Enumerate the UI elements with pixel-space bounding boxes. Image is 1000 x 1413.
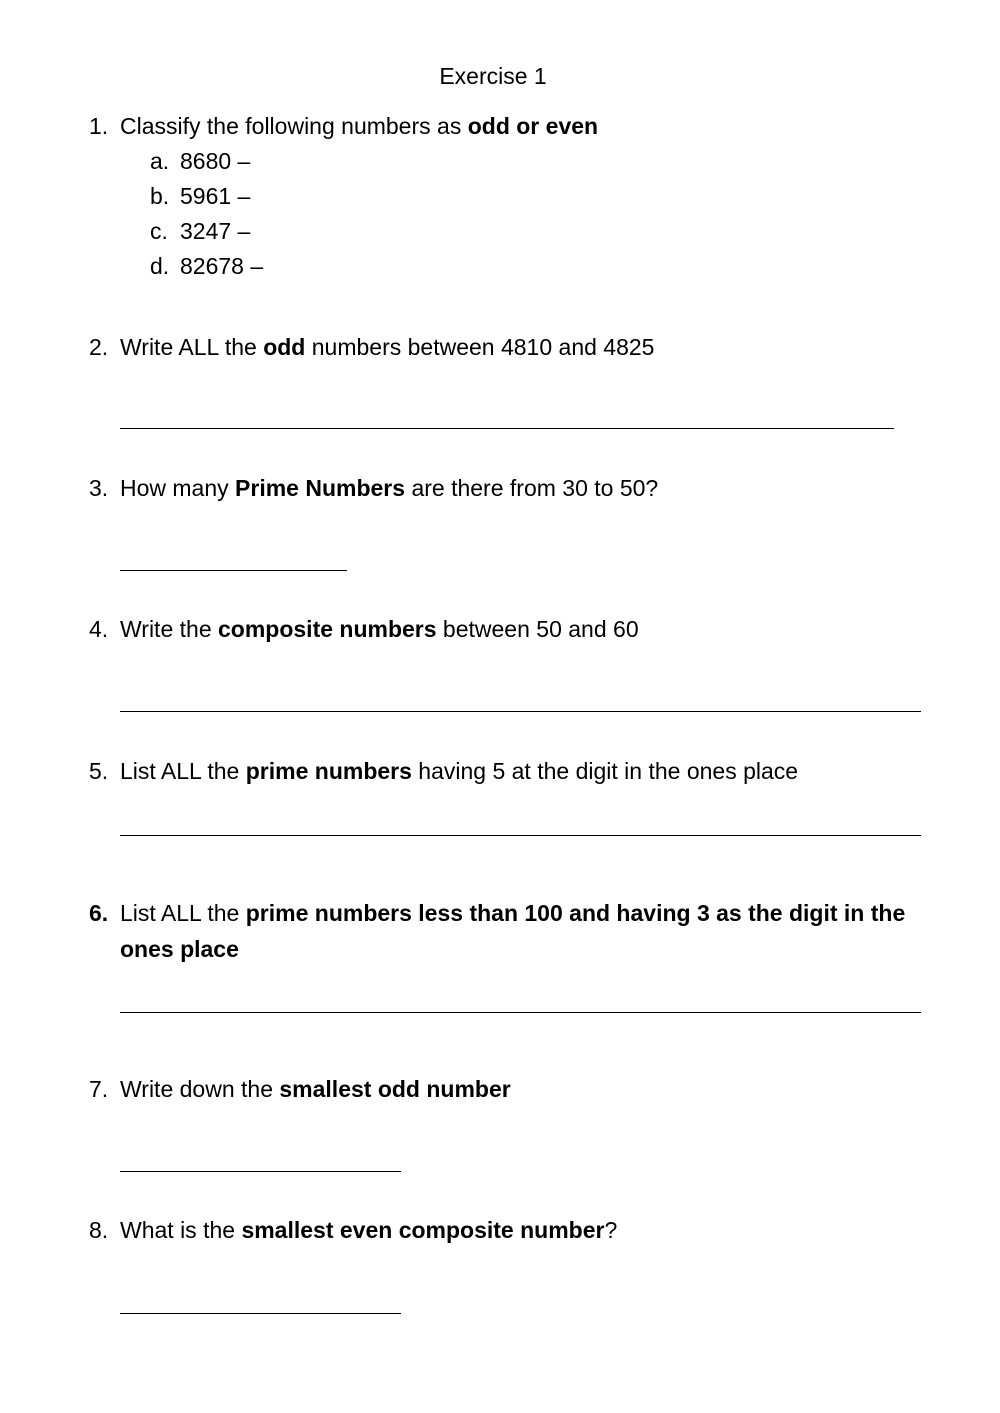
question-text-pre: Write ALL the <box>120 334 264 360</box>
question-text-pre: List ALL the <box>120 758 246 784</box>
question-6 <box>89 895 939 931</box>
sub-item-text: 3247 – <box>180 218 251 244</box>
question-text-pre: Classify the following numbers as <box>120 113 468 139</box>
answer-line-7[interactable] <box>120 1171 401 1172</box>
question-text-post: numbers between 4810 and 4825 <box>305 334 655 360</box>
question-text-post: having 5 at the digit in the ones place <box>411 758 799 784</box>
question-text-pre: How many <box>120 475 236 501</box>
question-text-bold: composite numbers <box>218 616 437 642</box>
question-8 <box>89 1212 939 1248</box>
question-text-bold: smallest even composite number <box>241 1217 605 1243</box>
sub-item-letter: a. <box>150 148 170 174</box>
question-number: 3. <box>89 475 109 501</box>
question-text-post: ? <box>604 1217 618 1243</box>
answer-line-5[interactable] <box>120 835 921 836</box>
question-6-continuation <box>120 931 970 967</box>
question-number: 4. <box>89 616 109 642</box>
question-text-bold: odd <box>263 334 306 360</box>
question-text-bold: smallest odd number <box>279 1076 511 1102</box>
question-number: 1. <box>89 113 109 139</box>
sub-item-text: 82678 – <box>180 253 264 279</box>
sub-item-text: 5961 – <box>180 183 251 209</box>
sub-item-letter: c. <box>150 218 168 244</box>
answer-line-8[interactable] <box>120 1313 401 1314</box>
answer-line-4[interactable] <box>120 711 921 712</box>
sub-item-text: 8680 – <box>180 148 251 174</box>
question-text-post: between 50 and 60 <box>436 616 639 642</box>
sub-item-letter: d. <box>150 253 170 279</box>
question-text-post: are there from 30 to 50? <box>405 475 659 501</box>
question-text-bold: ones place <box>120 936 239 962</box>
question-1 <box>89 108 939 144</box>
question-text-bold: odd or even <box>467 113 599 139</box>
question-2 <box>89 329 939 365</box>
question-number: 2. <box>89 334 109 360</box>
answer-line-2[interactable] <box>120 428 894 429</box>
sub-item-c <box>150 217 250 245</box>
sub-item-a <box>150 147 250 175</box>
answer-line-3[interactable] <box>120 570 347 571</box>
question-text-bold: prime numbers less than 100 and having 3 as the digit in the <box>245 900 906 926</box>
question-number: 6. <box>89 900 109 926</box>
question-3 <box>89 470 939 506</box>
question-5 <box>89 753 939 789</box>
question-4 <box>89 611 939 647</box>
answer-line-6[interactable] <box>120 1012 921 1013</box>
question-text-pre: Write down the <box>120 1076 280 1102</box>
question-number: 7. <box>89 1076 109 1102</box>
sub-item-b <box>150 182 250 210</box>
question-text-pre: What is the <box>120 1217 242 1243</box>
question-text-pre: Write the <box>120 616 218 642</box>
question-text-bold: Prime Numbers <box>235 475 406 501</box>
question-7 <box>89 1071 939 1107</box>
question-text-bold: prime numbers <box>245 758 412 784</box>
sub-item-d <box>150 252 263 280</box>
page-title: Exercise 1 <box>439 63 547 89</box>
sub-item-letter: b. <box>150 183 170 209</box>
question-number: 8. <box>89 1217 109 1243</box>
question-text-pre: List ALL the <box>120 900 246 926</box>
question-number: 5. <box>89 758 109 784</box>
